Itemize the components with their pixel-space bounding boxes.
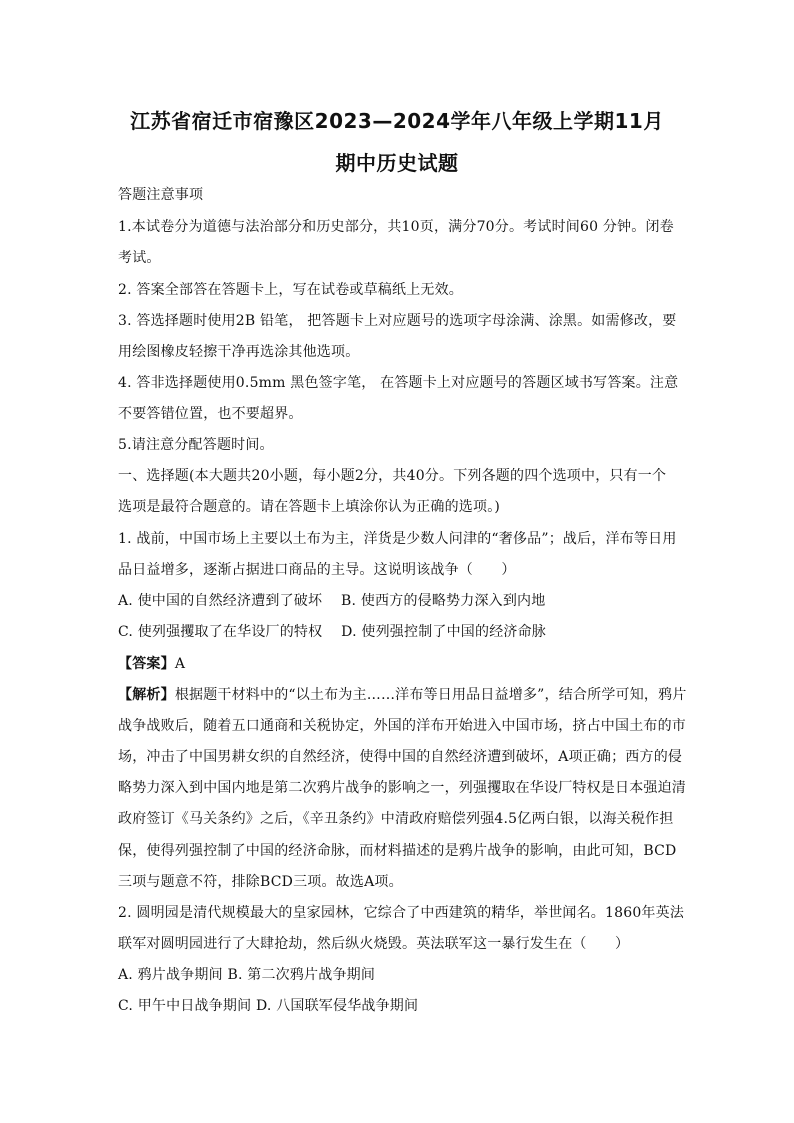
notice-item: 3. 答选择题时使用2B 铅笔， 把答题卡上对应题号的选项字母涂满、涂黑。如需修改，要 [118,313,677,329]
q1-stem: 1. 战前，中国市场上主要以土布为主，洋货是少数人问津的“奢侈品”；战后，洋布等日用 [118,531,677,547]
q1-options-ab: A. 使中国的自然经济遭到了破坏 B. 使西方的侵略势力深入到内地 [118,593,546,609]
notice-item: 不要答错位置，也不要超界。 [118,406,303,422]
notice-heading: 答题注意事项 [118,187,204,203]
notice-item: 用绘图橡皮轻擦干净再选涂其他选项。 [118,344,360,360]
q1-answer [118,655,678,673]
answer-label: 【答案】 [118,656,175,672]
notice-item: 4. 答非选择题使用0.5mm 黑色签字笔， 在答题卡上对应题号的答题区域书写答案。注意 [118,375,679,391]
analysis-label: 【解析】 [118,687,175,703]
analysis-line: 三项与题意不符，排除BCD三项。故选A项。 [118,874,403,890]
analysis-line: 略势力深入到中国内地是第二次鸦片战争的影响之一，列强攫取在华设厂特权是日本强迫清 [118,780,686,796]
section-heading: 一、选择题(本大题共20小题，每小题2分，共40分。下列各题的四个选项中，只有一个 [118,468,667,484]
analysis-line: 场，冲击了中国男耕女织的自然经济，使得中国的自然经济遭到破坏，A项正确；西方的侵 [118,749,683,765]
notice-item: 5.请注意分配答题时间。 [118,437,274,453]
q2-stem: 2. 圆明园是清代规模最大的皇家园林，它综合了中西建筑的精华，举世闻名。1860年英法 [118,905,685,921]
q1-analysis [118,686,687,704]
q1-options-cd: C. 使列强攫取了在华设厂的特权 D. 使列强控制了中国的经济命脉 [118,624,546,640]
analysis-line: 战争战败后，随着五口通商和关税协定，外国的洋布开始进入中国市场，挤占中国土布的市 [118,718,686,734]
answer-value: A [174,656,186,672]
notice-item: 考试。 [118,250,161,266]
q1-stem-cont: 品日益增多，逐渐占据进口商品的主导。这说明该战争（ ） [118,562,516,578]
notice-item: 2. 答案全部答在答题卡上，写在试卷或草稿纸上无效。 [118,282,464,298]
analysis-line: 保，使得列强控制了中国的经济命脉，而材料描述的是鸦片战争的影响，由此可知，BCD [118,843,677,859]
document-title-line1: 江苏省宿迁市宿豫区2023—2024学年八年级上学期11月 [130,109,664,133]
document-title-line2: 期中历史试题 [335,151,459,175]
q2-options-ab: A. 鸦片战争期间 B. 第二次鸦片战争期间 [118,967,376,983]
section-heading-cont: 选项是最符合题意的。请在答题卡上填涂你认为正确的选项。) [118,499,501,515]
q2-options-cd: C. 甲午中日战争期间 D. 八国联军侵华战争期间 [118,998,419,1014]
q2-stem-cont: 联军对圆明园进行了大肆抢劫，然后纵火烧毁。英法联军这一暴行发生在（ ） [118,936,630,952]
analysis-line: 政府签订《马关条约》之后，《辛丑条约》中清政府赔偿列强4.5亿两白银，以海关税作担 [118,811,674,827]
notice-item: 1.本试卷分为道德与法治部分和历史部分，共10页，满分70分。考试时间60 分钟。闭卷 [118,219,674,235]
analysis-line: 根据题干材料中的“以土布为主……洋布等日用品日益增多”，结合所学可知，鸦片 [174,687,687,703]
